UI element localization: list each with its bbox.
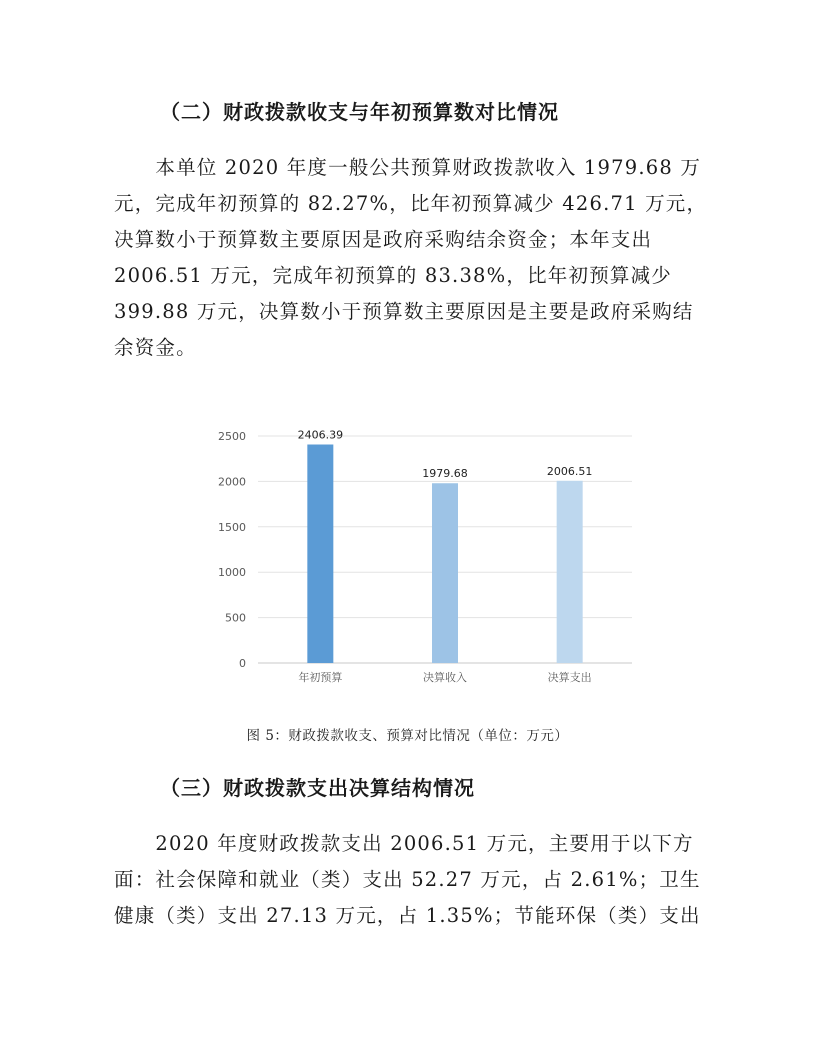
x-tick-label: 决算支出 [547,671,592,684]
paragraph-line: 决算数小于预算数主要原因是政府采购结余资金；本年支出 [114,228,653,251]
paragraph-line: 2020 年度财政拨款支出 2006.51 万元，主要用于以下方 [114,832,694,855]
y-tick-label: 0 [239,657,246,670]
data-label: 2006.51 [546,464,593,478]
x-tick-label: 年初预算 [298,671,343,684]
data-label: 1979.68 [422,467,468,481]
y-tick-label: 1000 [218,566,246,580]
section-heading-3: （三）财政拨款支出决算结构情况 [160,776,475,800]
figure-caption: 图 5：财政拨款收支、预算对比情况（单位：万元） [246,728,569,744]
paragraph-line: 2006.51 万元，完成年初预算的 83.38%，比年初预算减少 [114,264,672,287]
paragraph-budget-comparison [114,150,708,366]
paragraph-line: 面：社会保障和就业（类）支出 52.27 万元，占 2.61%；卫生 [114,868,701,891]
x-tick-label: 决算收入 [423,671,467,684]
paragraph-line: 元，完成年初预算的 82.27%，比年初预算减少 426.71 万元， [114,192,708,215]
section-heading-2: （二）财政拨款收支与年初预算数对比情况 [160,100,559,124]
paragraph-line: 余资金。 [114,336,197,359]
bar [557,481,583,663]
paragraph-expenditure-structure [114,826,704,934]
y-tick-label: 500 [225,611,246,625]
y-tick-label: 2500 [218,430,246,443]
paragraph-line: 本单位 2020 年度一般公共预算财政拨款收入 1979.68 万 [114,156,702,179]
bar [307,444,333,663]
data-label: 2406.39 [297,428,344,442]
y-tick-label: 2000 [218,475,246,489]
paragraph-line: 健康（类）支出 27.13 万元，占 1.35%；节能环保（类）支出 [114,904,701,927]
y-tick-label: 1500 [218,520,246,534]
bar-chart [200,415,640,695]
paragraph-line: 399.88 万元，决算数小于预算数主要原因是主要是政府采购结 [114,300,694,323]
bar [432,483,458,663]
